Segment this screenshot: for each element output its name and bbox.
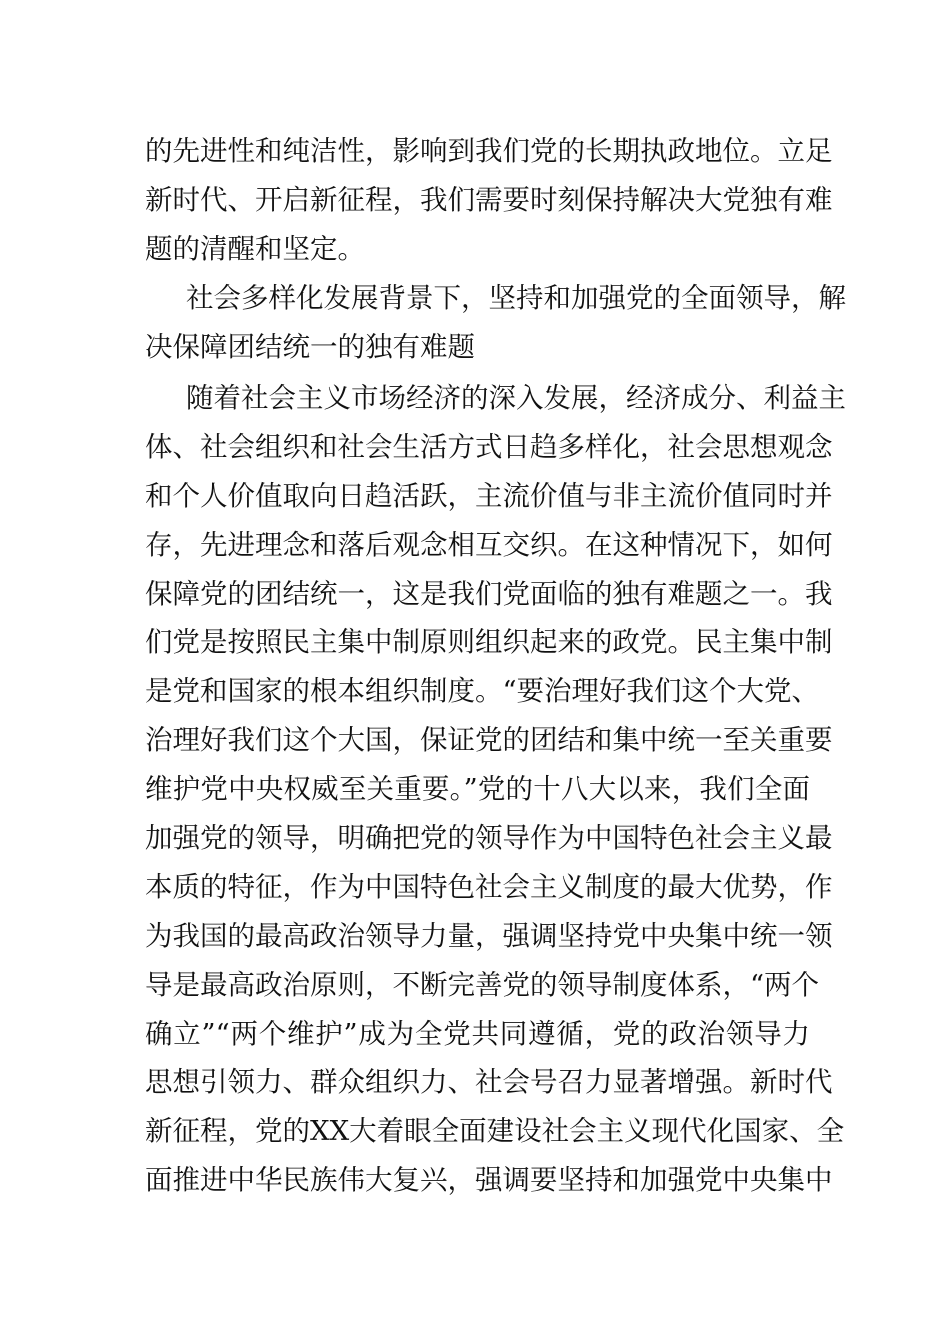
text-line: 本质的特征，作为中国特色社会主义制度的最大优势，作: [145, 870, 833, 903]
text-line: 新时代、开启新征程，我们需要时刻保持解决大党独有难: [145, 183, 833, 216]
text-line: 的先进性和纯洁性，影响到我们党的长期执政地位。立足: [145, 135, 833, 167]
text-line: 决保障团结统一的独有难题: [145, 330, 475, 363]
text-line: 社会多样化发展背景下，坚持和加强党的全面领导，解: [186, 282, 846, 314]
text-line: 治理好我们这个大国，保证党的团结和集中统一至关重要: [145, 724, 833, 757]
text-line: 随着社会主义市场经济的深入发展，经济成分、利益主: [186, 382, 846, 414]
text-line: 题的清醒和坚定。: [145, 232, 365, 265]
text-line: 体、社会组织和社会生活方式日趋多样化，社会思想观念: [145, 430, 833, 463]
text-line: 导是最高政治原则，不断完善党的领导制度体系，“两个: [145, 968, 820, 1001]
text-line: 存，先进理念和落后观念相互交织。在这种情况下，如何: [145, 528, 833, 561]
text-line: 思想引领力、群众组织力、社会号召力显著增强。新时代: [145, 1066, 833, 1099]
text-line: 和个人价值取向日趋活跃，主流价值与非主流价值同时并: [145, 479, 833, 512]
section-heading: [145, 274, 846, 372]
text-line: 面推进中华民族伟大复兴，强调要坚持和加强党中央集中: [145, 1164, 833, 1197]
text-line: 为我国的最高政治领导力量，强调坚持党中央集中统一领: [145, 919, 833, 952]
paragraph-body: [145, 374, 846, 1205]
text-line: 们党是按照民主集中制原则组织起来的政党。民主集中制: [145, 626, 833, 659]
text-line: 确立”“两个维护”成为全党共同遵循，党的政治领导力: [145, 1017, 810, 1050]
text-line: 保障党的团结统一，这是我们党面临的独有难题之一。我: [145, 577, 833, 610]
paragraph-continuation: [145, 127, 833, 274]
text-line: 新征程，党的XX大着眼全面建设社会主义现代化国家、全: [145, 1115, 845, 1148]
text-line: 是党和国家的根本组织制度。“要治理好我们这个大党、: [145, 675, 820, 708]
text-line: 维护党中央权威至关重要。”党的十八大以来，我们全面: [145, 773, 810, 806]
text-line: 加强党的领导，明确把党的领导作为中国特色社会主义最: [145, 822, 833, 855]
